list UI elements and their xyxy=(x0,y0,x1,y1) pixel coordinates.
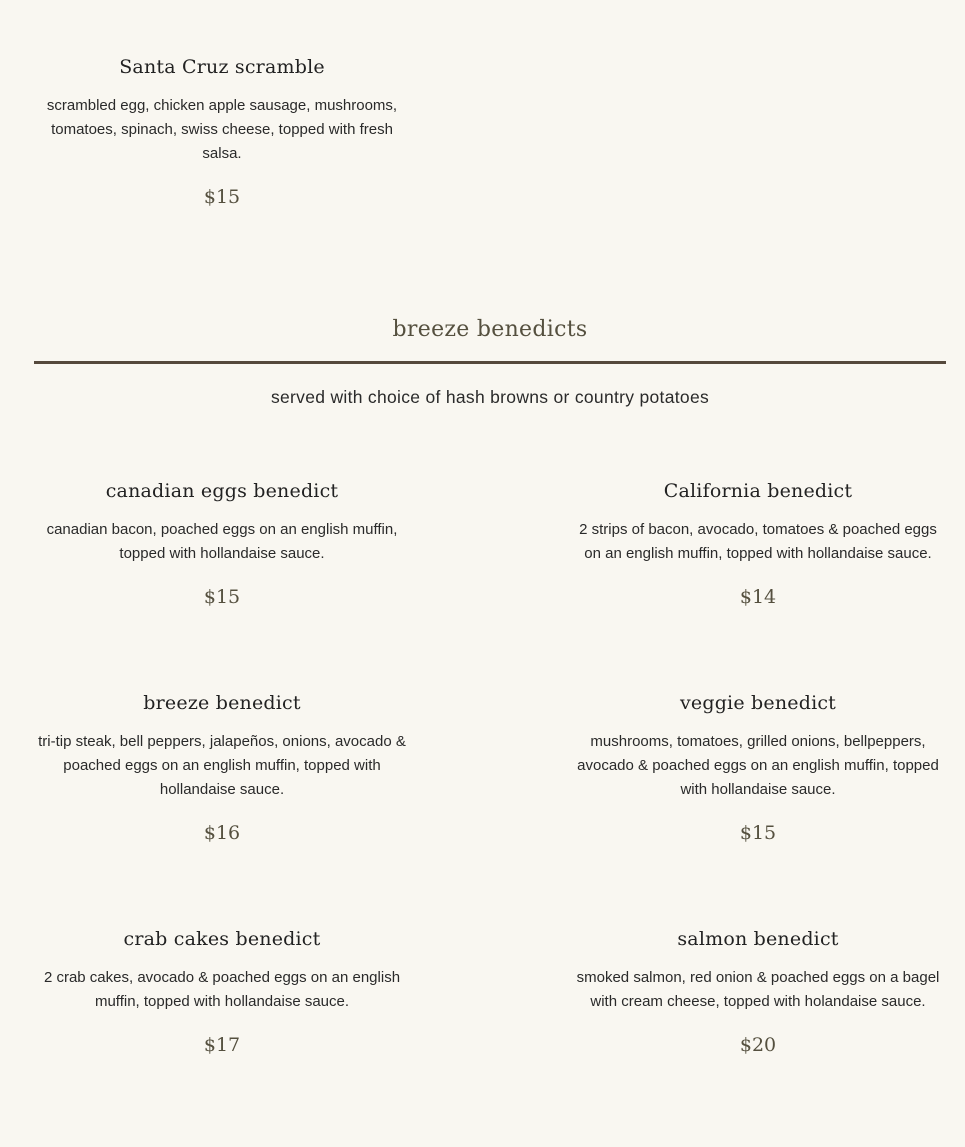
item-price: $14 xyxy=(739,586,777,608)
section-subtitle: served with choice of hash browns or country potatoes xyxy=(270,387,710,407)
item-name: canadian eggs benedict xyxy=(105,480,339,502)
item-name: crab cakes benedict xyxy=(123,928,321,950)
item-price: $15 xyxy=(203,186,241,208)
item-name: Santa Cruz scramble xyxy=(119,56,325,78)
item-description: smoked salmon, red onion & poached eggs on a bagel with cream cheese, topped with holandaise sauce. xyxy=(576,969,940,1010)
section-divider xyxy=(34,361,946,364)
item-description: 2 strips of bacon, avocado, tomatoes & poached eggs on an english muffin, topped with hollandaise sauce. xyxy=(579,521,937,562)
menu-item-breeze-benedict xyxy=(37,690,407,846)
menu-item-veggie-benedict xyxy=(573,690,943,846)
menu-item-california-benedict xyxy=(573,478,943,610)
item-price: $20 xyxy=(739,1034,777,1056)
item-description: 2 crab cakes, avocado & poached eggs on an english muffin, topped with hollandaise sauce. xyxy=(43,969,401,1010)
item-description: scrambled egg, chicken apple sausage, mushrooms, tomatoes, spinach, swiss cheese, topped with fresh salsa. xyxy=(46,97,398,162)
menu-item-salmon-benedict xyxy=(573,926,943,1058)
item-price: $16 xyxy=(203,822,241,844)
item-description: canadian bacon, poached eggs on an english muffin, topped with hollandaise sauce. xyxy=(46,521,398,562)
item-description: tri-tip steak, bell peppers, jalapeños, onions, avocado & poached eggs on an english muffin, topped with hollandaise sauce. xyxy=(38,733,406,798)
item-price: $15 xyxy=(739,822,777,844)
item-description: mushrooms, tomatoes, grilled onions, bellpeppers, avocado & poached eggs on an english muffin, topped with hollandaise sauce. xyxy=(577,733,939,798)
item-name: veggie benedict xyxy=(679,692,837,714)
menu-item-santa-cruz-scramble xyxy=(37,54,407,210)
item-price: $15 xyxy=(203,586,241,608)
menu-item-canadian-eggs-benedict xyxy=(37,478,407,610)
item-name: California benedict xyxy=(663,480,853,502)
item-name: salmon benedict xyxy=(677,928,839,950)
menu-item-crab-cakes-benedict xyxy=(37,926,407,1058)
item-price: $17 xyxy=(203,1034,241,1056)
item-name: breeze benedict xyxy=(143,692,301,714)
section-title: breeze benedicts xyxy=(392,317,588,342)
